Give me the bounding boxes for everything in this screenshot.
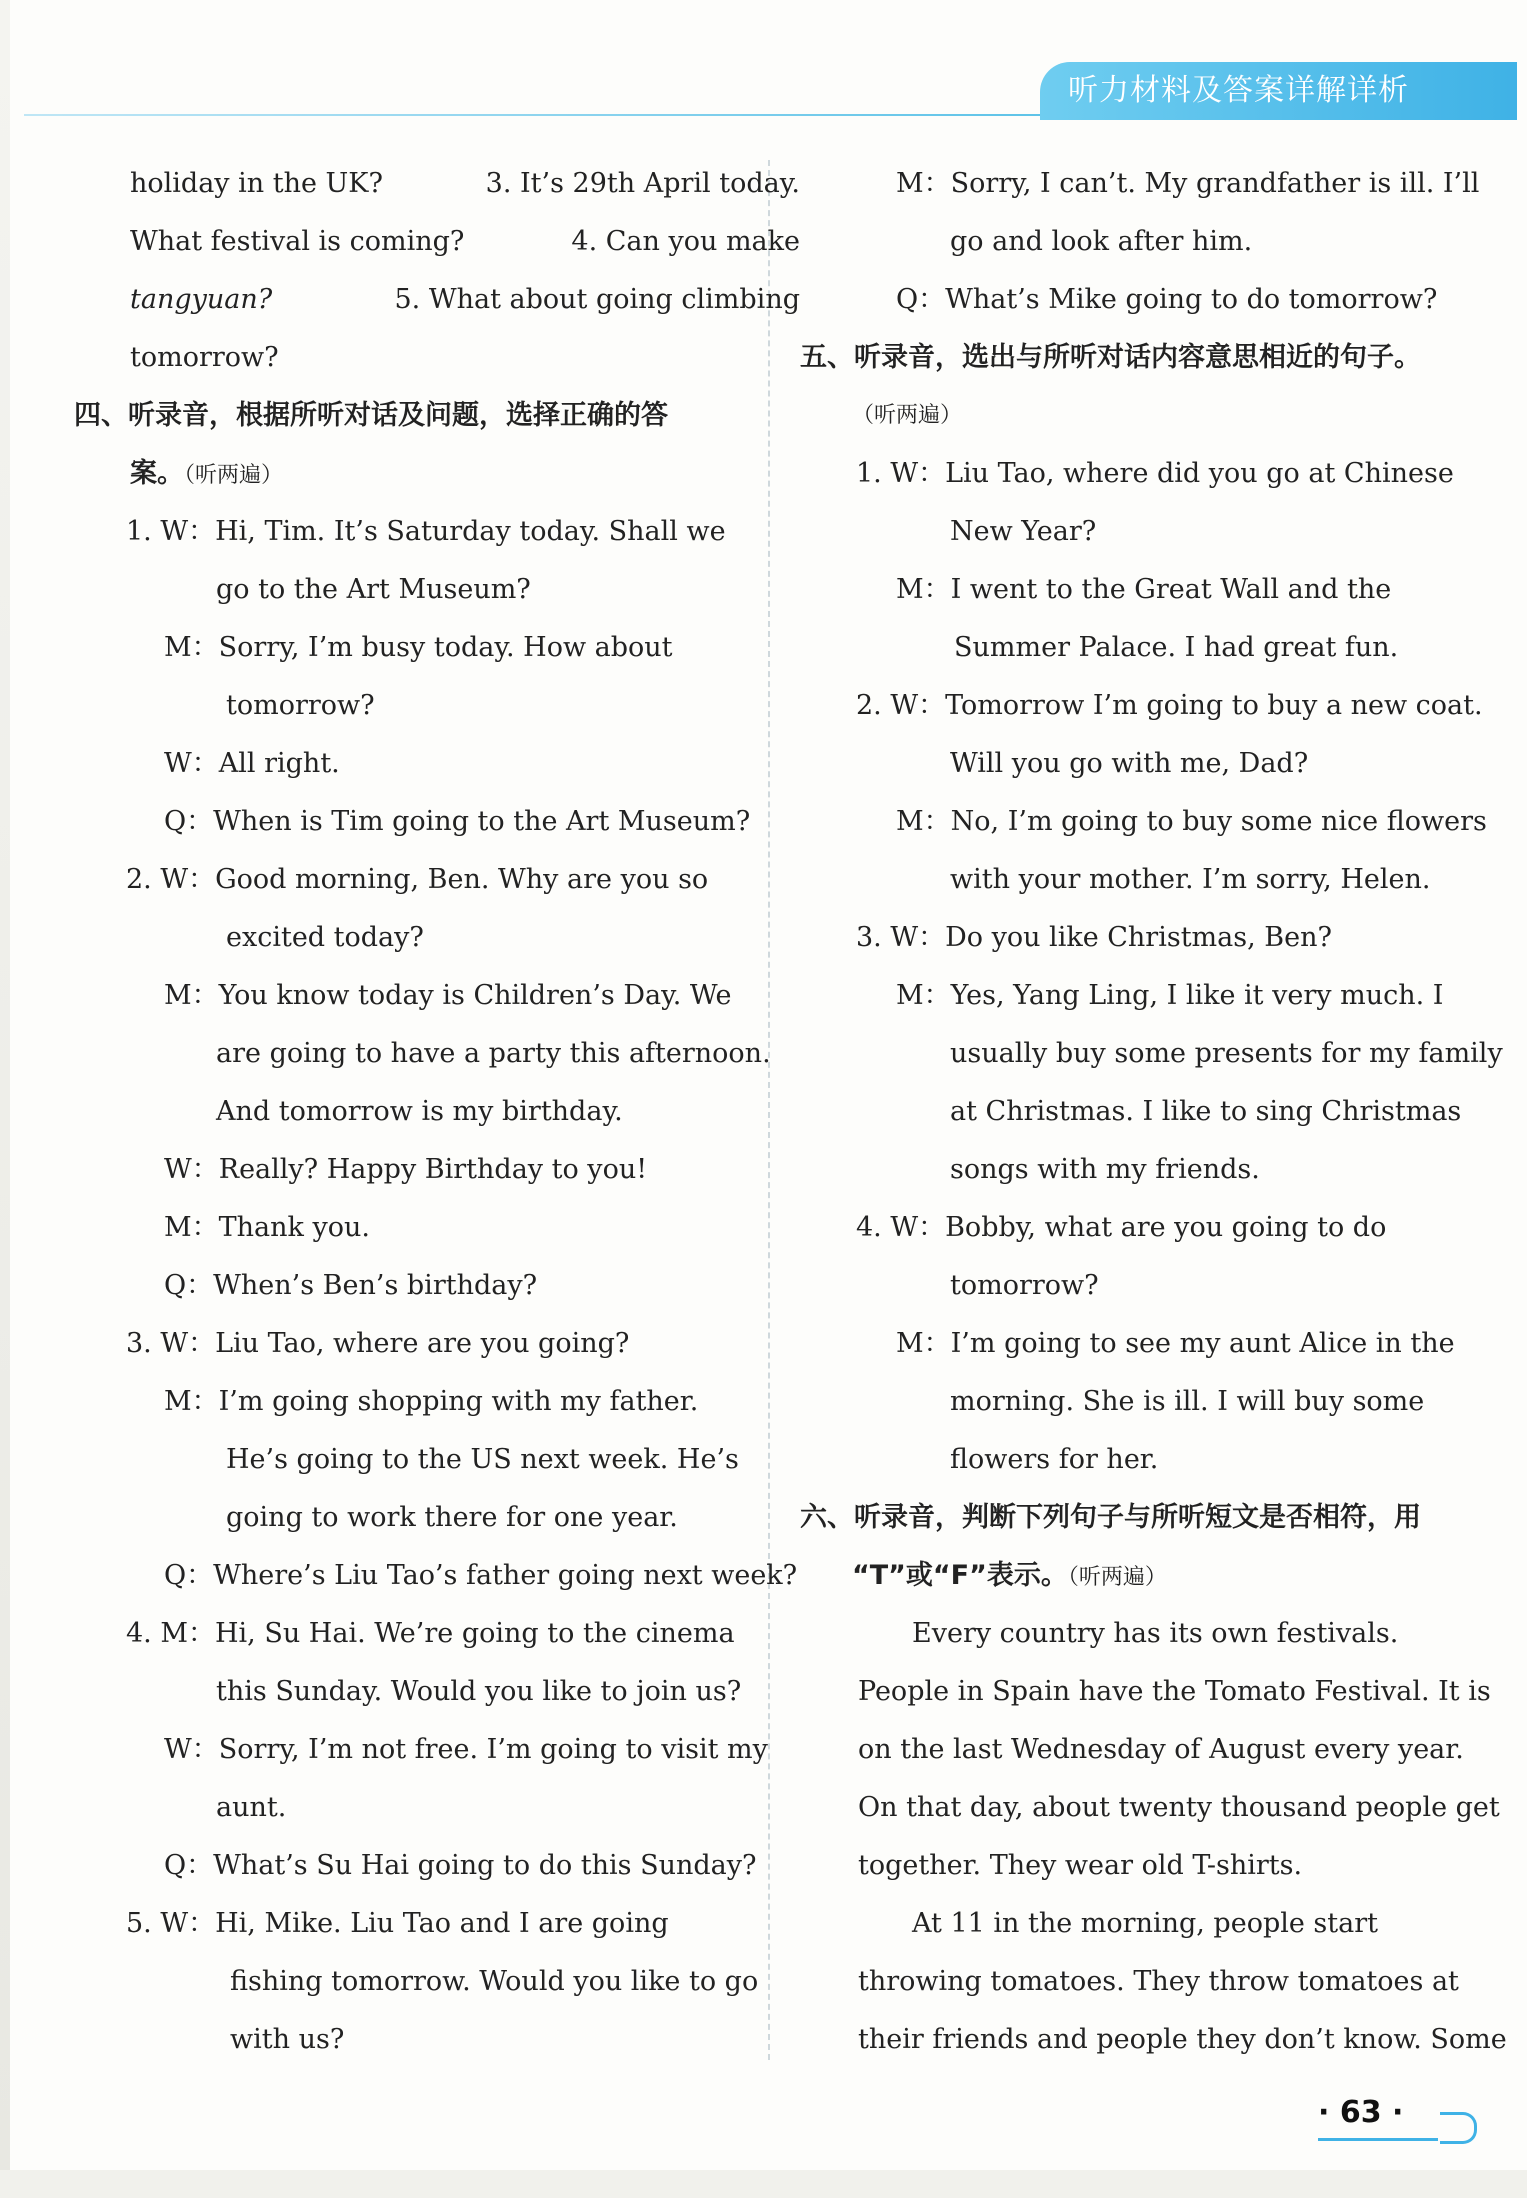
- page-number-underline: [1318, 2138, 1438, 2141]
- section-6-title-end: “T”或“F”表示。: [852, 1560, 1068, 1591]
- page-edge: [0, 0, 10, 2198]
- dialogue-line: 2. W：Tomorrow I’m going to buy a new coat.: [856, 690, 1483, 721]
- dialogue-line: W：All right.: [164, 748, 340, 779]
- intro-line: [130, 222, 800, 262]
- dialogue-line: fishing tomorrow. Would you like to go: [230, 1966, 759, 1997]
- dialogue-line: 1. W：Hi, Tim. It’s Saturday today. Shall we: [126, 516, 726, 547]
- text-line: What festival is coming?: [130, 226, 465, 257]
- dialogue-line: tomorrow?: [950, 1270, 1099, 1301]
- question-line: Q：Where’s Liu Tao’s father going next week?: [164, 1560, 798, 1591]
- page-number: · 63 ·: [1318, 2095, 1404, 2130]
- dialogue-line: at Christmas. I like to sing Christmas: [950, 1096, 1462, 1127]
- passage-line: on the last Wednesday of August every year.: [858, 1734, 1464, 1765]
- dialogue-line: Will you go with me, Dad?: [950, 748, 1309, 779]
- dialogue-line: M：Sorry, I can’t. My grandfather is ill. I’ll: [896, 168, 1480, 199]
- dialogue-line: 4. M：Hi, Su Hai. We’re going to the cinema: [126, 1618, 735, 1649]
- dialogue-line: going to work there for one year.: [226, 1502, 678, 1533]
- question-line: Q：When’s Ben’s birthday?: [164, 1270, 538, 1301]
- passage-line: together. They wear old T-shirts.: [858, 1850, 1303, 1881]
- dialogue-line: with us?: [230, 2024, 345, 2055]
- section-5-title: 五、听录音，选出与所听对话内容意思相近的句子。: [800, 342, 1421, 373]
- passage-line: People in Spain have the Tomato Festival. It is: [858, 1676, 1491, 1707]
- header-title: 听力材料及答案详解详析: [1040, 62, 1517, 120]
- dialogue-line: usually buy some presents for my family: [950, 1038, 1503, 1069]
- passage-line: their friends and people they don’t know. Some: [858, 2024, 1507, 2055]
- text-line: 4. Can you make: [571, 226, 800, 257]
- dialogue-line: M：No, I’m going to buy some nice flowers: [896, 806, 1487, 837]
- dialogue-line: go to the Art Museum?: [216, 574, 531, 605]
- dialogue-line: are going to have a party this afternoon.: [216, 1038, 771, 1069]
- dialogue-line: tomorrow?: [226, 690, 375, 721]
- dialogue-line: M：You know today is Children’s Day. We: [164, 980, 732, 1011]
- dialogue-line: M：I’m going shopping with my father.: [164, 1386, 699, 1417]
- section-6-note: （听两遍）: [1067, 1565, 1167, 1590]
- intro-line: [130, 280, 800, 320]
- section-4-title: 四、听录音，根据所听对话及问题，选择正确的答: [74, 400, 668, 431]
- column-divider: [768, 160, 770, 2060]
- passage-line: At 11 in the morning, people start: [912, 1908, 1378, 1939]
- dialogue-line: M：Thank you.: [164, 1212, 370, 1243]
- text-line: 5. What about going climbing: [394, 284, 800, 315]
- dialogue-line: with your mother. I’m sorry, Helen.: [950, 864, 1431, 895]
- section-5-note: （听两遍）: [852, 403, 963, 428]
- text-line: tangyuan?: [130, 284, 273, 315]
- section-4-title-end: 案。: [130, 458, 184, 489]
- dialogue-line: 1. W：Liu Tao, where did you go at Chinese: [856, 458, 1454, 489]
- dialogue-line: flowers for her.: [950, 1444, 1159, 1475]
- text-line: 3. It’s 29th April today.: [485, 168, 800, 199]
- dialogue-line: W：Sorry, I’m not free. I’m going to visit my: [164, 1734, 768, 1765]
- dialogue-line: 3. W：Liu Tao, where are you going?: [126, 1328, 630, 1359]
- text-line: tomorrow?: [130, 342, 279, 373]
- dialogue-line: New Year?: [950, 516, 1097, 547]
- dialogue-line: He’s going to the US next week. He’s: [226, 1444, 739, 1475]
- dialogue-line: M：I went to the Great Wall and the: [896, 574, 1392, 605]
- dialogue-line: songs with my friends.: [950, 1154, 1260, 1185]
- dialogue-line: go and look after him.: [950, 226, 1253, 257]
- dialogue-line: 5. W：Hi, Mike. Liu Tao and I are going: [126, 1908, 669, 1939]
- dialogue-line: W：Really? Happy Birthday to you!: [164, 1154, 648, 1185]
- question-line: Q：What’s Su Hai going to do this Sunday?: [164, 1850, 757, 1881]
- header-rule: [24, 114, 1044, 116]
- question-line: Q：What’s Mike going to do tomorrow?: [896, 284, 1438, 315]
- dialogue-line: M：Yes, Yang Ling, I like it very much. I: [896, 980, 1444, 1011]
- intro-line: [130, 164, 800, 204]
- passage-line: Every country has its own festivals.: [912, 1618, 1399, 1649]
- passage-line: throwing tomatoes. They throw tomatoes at: [858, 1966, 1459, 1997]
- question-line: Q：When is Tim going to the Art Museum?: [164, 806, 751, 837]
- dialogue-line: aunt.: [216, 1792, 287, 1823]
- dialogue-line: 3. W：Do you like Christmas, Ben?: [856, 922, 1332, 953]
- dialogue-line: excited today?: [226, 922, 424, 953]
- page-corner-arc-icon: [1440, 2112, 1477, 2144]
- dialogue-line: 4. W：Bobby, what are you going to do: [856, 1212, 1387, 1243]
- page-bottom-edge: [0, 2170, 1527, 2198]
- section-6-title: 六、听录音，判断下列句子与所听短文是否相符，用: [800, 1502, 1421, 1533]
- dialogue-line: Summer Palace. I had great fun.: [954, 632, 1399, 663]
- section-6-title-cont: [852, 1556, 1167, 1598]
- dialogue-line: M：Sorry, I’m busy today. How about: [164, 632, 673, 663]
- dialogue-line: 2. W：Good morning, Ben. Why are you so: [126, 864, 709, 895]
- dialogue-line: this Sunday. Would you like to join us?: [216, 1676, 742, 1707]
- dialogue-line: And tomorrow is my birthday.: [216, 1096, 623, 1127]
- dialogue-line: M：I’m going to see my aunt Alice in the: [896, 1328, 1455, 1359]
- section-4-title-cont: [130, 454, 283, 496]
- dialogue-line: morning. She is ill. I will buy some: [950, 1386, 1425, 1417]
- text-line: holiday in the UK?: [130, 168, 383, 199]
- passage-line: On that day, about twenty thousand people get: [858, 1792, 1500, 1823]
- section-4-note: （听两遍）: [184, 463, 284, 488]
